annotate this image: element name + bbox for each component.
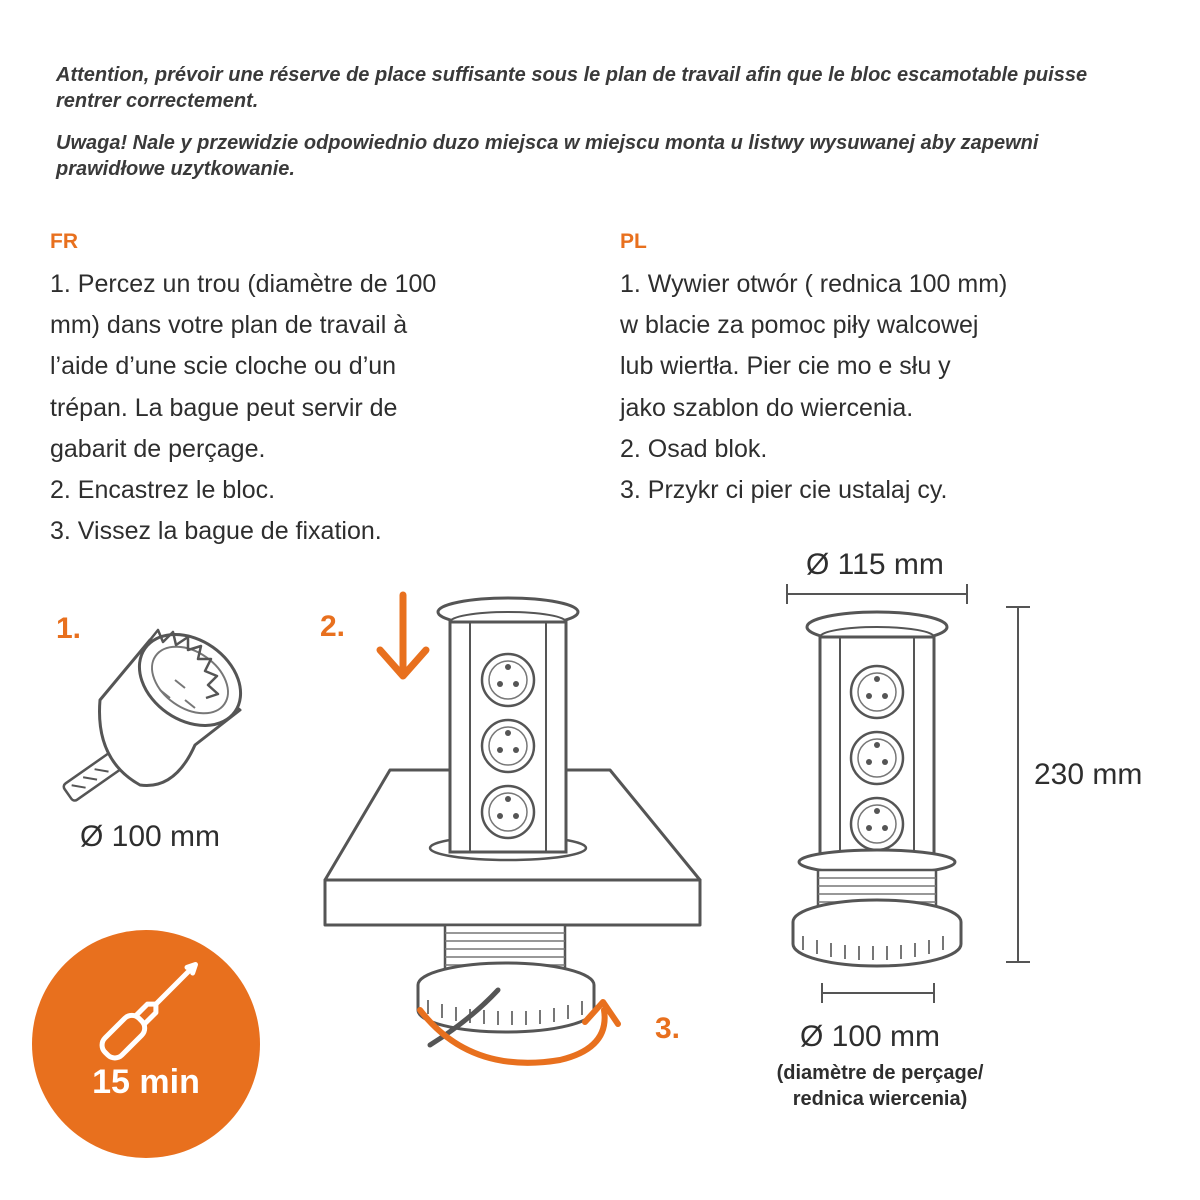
hole-saw-diameter: Ø 100 mm — [80, 820, 221, 853]
top-diameter-label: Ø 115 mm — [806, 548, 944, 581]
step-number-1: 1. — [56, 612, 82, 645]
screwdriver-icon — [32, 930, 260, 1158]
instruction-line: trépan. La bague peut servir de — [50, 393, 398, 422]
worktop-installation — [325, 598, 700, 1045]
lang-header-pl: PL — [620, 230, 647, 253]
instruction-line: 2. Osad blok. — [620, 434, 768, 463]
drill-note: (diamètre de perçage/ rednica wiercenia) — [776, 1062, 984, 1110]
instruction-line: w blacie za pomoc piły walcowej — [620, 311, 979, 340]
instruction-line: jako szablon do wiercenia. — [620, 393, 914, 422]
height-label: 230 mm — [1034, 758, 1143, 791]
time-badge — [32, 930, 260, 1158]
instruction-line: mm) dans votre plan de travail à — [50, 311, 408, 340]
time-label: 15 min — [92, 1063, 200, 1101]
instruction-line: 2. Encastrez le bloc. — [50, 476, 276, 505]
instruction-line: 3. Przykr ci pier cie ustalaj cy. — [620, 476, 948, 505]
instruction-line: 1. Percez un trou (diamètre de 100 — [50, 270, 437, 298]
step-number-3: 3. — [655, 1012, 681, 1045]
instruction-line: 1. Wywier otwór ( rednica 100 mm) — [620, 270, 1008, 298]
warning-pl: Uwaga! Nale y przewidzie odpowiednio duzo miejsca w miejscu monta u listwy wysuwanej aby zapewni prawidłowe uzytkowanie. — [56, 132, 1039, 180]
warning-fr: Attention, prévoir une réserve de place suffisante sous le plan de travail afin que le bloc escamotable puisse rentrer correctement. — [56, 64, 1088, 112]
instruction-line: lub wiertła. Pier cie mo e słu y — [620, 352, 951, 381]
arrow-down-icon — [380, 595, 426, 676]
instruction-line: 3. Vissez la bague de fixation. — [50, 517, 382, 546]
dimension-diagram — [787, 584, 1030, 1003]
instruction-line: l’aide d’une scie cloche ou d’un — [50, 352, 397, 381]
instruction-line: gabarit de perçage. — [50, 434, 266, 463]
step-number-2: 2. — [320, 610, 346, 643]
bottom-diameter-label: Ø 100 mm — [800, 1020, 941, 1053]
lang-header-fr: FR — [50, 230, 78, 253]
hole-saw-icon — [62, 616, 258, 802]
